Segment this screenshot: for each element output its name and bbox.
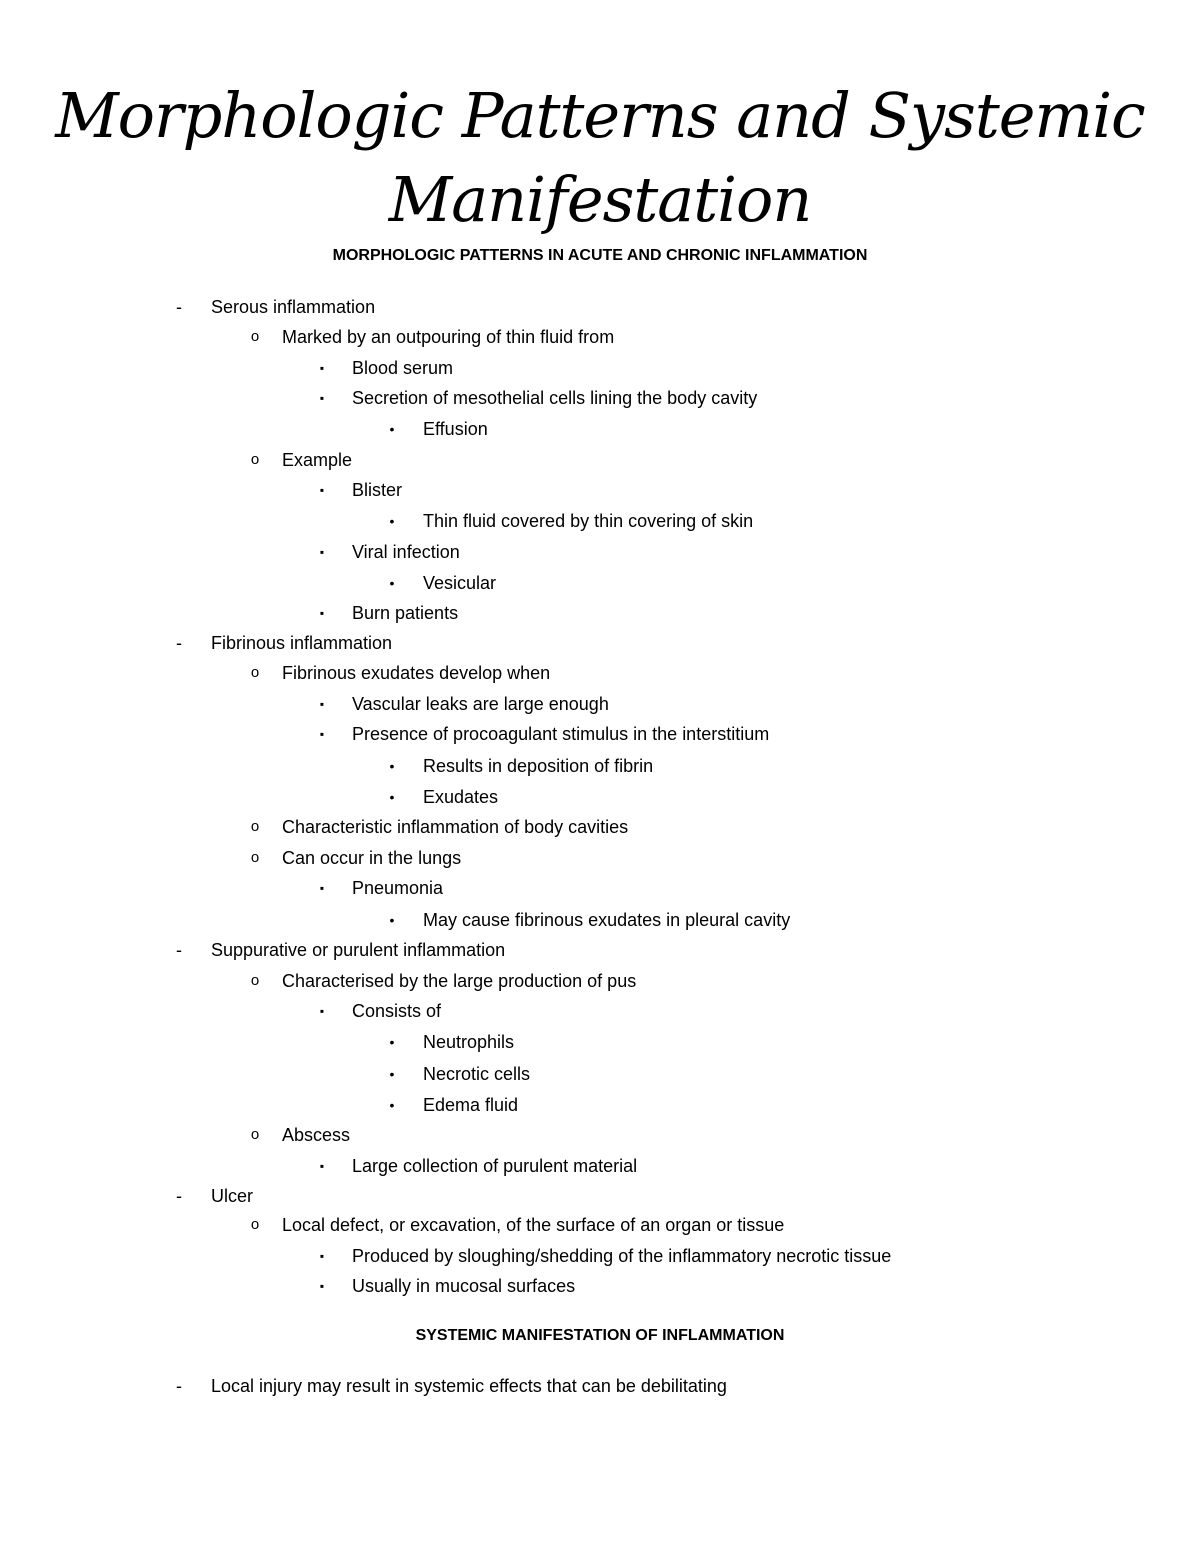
list-item-text: Secretion of mesothelial cells lining the body cavity bbox=[352, 388, 758, 408]
list-item-text: Ulcer bbox=[211, 1186, 254, 1206]
list-item-text: Exudates bbox=[423, 787, 499, 807]
list-item-text: Characterised by the large production of pus bbox=[282, 971, 637, 991]
list-item-text: Blister bbox=[352, 480, 403, 500]
list-item-text: May cause fibrinous exudates in pleural cavity bbox=[423, 910, 791, 930]
square-bullet-icon: ▪ bbox=[319, 606, 325, 620]
circle-bullet-icon: o bbox=[250, 818, 260, 835]
list-item-text: Effusion bbox=[423, 419, 488, 439]
dot-bullet-icon: • bbox=[389, 789, 395, 805]
list-item-text: Viral infection bbox=[352, 542, 460, 562]
dash-bullet-icon: - bbox=[176, 940, 182, 960]
section-heading-morphologic-patterns: MORPHOLOGIC PATTERNS IN ACUTE AND CHRONIC INFLAMMATION bbox=[332, 247, 868, 264]
list-item-text: Burn patients bbox=[352, 603, 459, 623]
square-bullet-icon: ▪ bbox=[319, 391, 325, 405]
dot-bullet-icon: • bbox=[389, 575, 395, 591]
list-item-text: Serous inflammation bbox=[211, 297, 376, 317]
dash-bullet-icon: - bbox=[176, 297, 182, 317]
dash-bullet-icon: - bbox=[176, 633, 182, 653]
dot-bullet-icon: • bbox=[389, 1034, 395, 1050]
square-bullet-icon: ▪ bbox=[319, 697, 325, 711]
square-bullet-icon: ▪ bbox=[319, 727, 325, 741]
circle-bullet-icon: o bbox=[250, 451, 260, 468]
dot-bullet-icon: • bbox=[389, 912, 395, 928]
list-item-text: Local defect, or excavation, of the surface of an organ or tissue bbox=[282, 1215, 785, 1235]
list-item-text: Thin fluid covered by thin covering of skin bbox=[423, 511, 754, 531]
dash-bullet-icon: - bbox=[176, 1186, 182, 1206]
list-item-text: Neutrophils bbox=[423, 1032, 515, 1052]
list-item-text: Presence of procoagulant stimulus in the interstitium bbox=[352, 724, 770, 744]
square-bullet-icon: ▪ bbox=[319, 361, 325, 375]
circle-bullet-icon: o bbox=[250, 328, 260, 345]
circle-bullet-icon: o bbox=[250, 1126, 260, 1143]
list-item-text: Large collection of purulent material bbox=[352, 1156, 638, 1176]
square-bullet-icon: ▪ bbox=[319, 1249, 325, 1263]
dot-bullet-icon: • bbox=[389, 421, 395, 437]
list-item-text: Produced by sloughing/shedding of the inflammatory necrotic tissue bbox=[352, 1246, 892, 1266]
section-heading-systemic-manifestation: SYSTEMIC MANIFESTATION OF INFLAMMATION bbox=[415, 1327, 785, 1344]
circle-bullet-icon: o bbox=[250, 849, 260, 866]
dot-bullet-icon: • bbox=[389, 758, 395, 774]
document-title-line-2: Manifestation bbox=[388, 163, 812, 236]
document-title-line-1: Morphologic Patterns and Systemic bbox=[55, 79, 1145, 152]
list-item-text: Example bbox=[282, 450, 353, 470]
square-bullet-icon: ▪ bbox=[319, 545, 325, 559]
list-item-text: Characteristic inflammation of body cavities bbox=[282, 817, 629, 837]
list-item-text: Fibrinous exudates develop when bbox=[282, 663, 551, 683]
list-item-text: Vesicular bbox=[423, 573, 497, 593]
list-item-text: Abscess bbox=[282, 1125, 351, 1145]
circle-bullet-icon: o bbox=[250, 972, 260, 989]
list-item-text: Necrotic cells bbox=[423, 1064, 531, 1084]
circle-bullet-icon: o bbox=[250, 1216, 260, 1233]
list-item-text: Marked by an outpouring of thin fluid from bbox=[282, 327, 615, 347]
list-item-text: Usually in mucosal surfaces bbox=[352, 1276, 576, 1296]
dash-bullet-icon: - bbox=[176, 1376, 182, 1396]
list-item-text: Consists of bbox=[352, 1001, 442, 1021]
list-item-text: Edema fluid bbox=[423, 1095, 519, 1115]
square-bullet-icon: ▪ bbox=[319, 483, 325, 497]
dot-bullet-icon: • bbox=[389, 1066, 395, 1082]
square-bullet-icon: ▪ bbox=[319, 881, 325, 895]
list-item-text: Results in deposition of fibrin bbox=[423, 756, 654, 776]
list-item-text: Local injury may result in systemic effects that can be debilitating bbox=[211, 1376, 727, 1396]
dot-bullet-icon: • bbox=[389, 1097, 395, 1113]
square-bullet-icon: ▪ bbox=[319, 1279, 325, 1293]
square-bullet-icon: ▪ bbox=[319, 1004, 325, 1018]
dot-bullet-icon: • bbox=[389, 513, 395, 529]
list-item-text: Pneumonia bbox=[352, 878, 444, 898]
list-item-text: Suppurative or purulent inflammation bbox=[211, 940, 506, 960]
square-bullet-icon: ▪ bbox=[319, 1159, 325, 1173]
list-item-text: Vascular leaks are large enough bbox=[352, 694, 609, 714]
list-item-text: Blood serum bbox=[352, 358, 454, 378]
list-item-text: Fibrinous inflammation bbox=[211, 633, 393, 653]
circle-bullet-icon: o bbox=[250, 664, 260, 681]
list-item-text: Can occur in the lungs bbox=[282, 848, 462, 868]
